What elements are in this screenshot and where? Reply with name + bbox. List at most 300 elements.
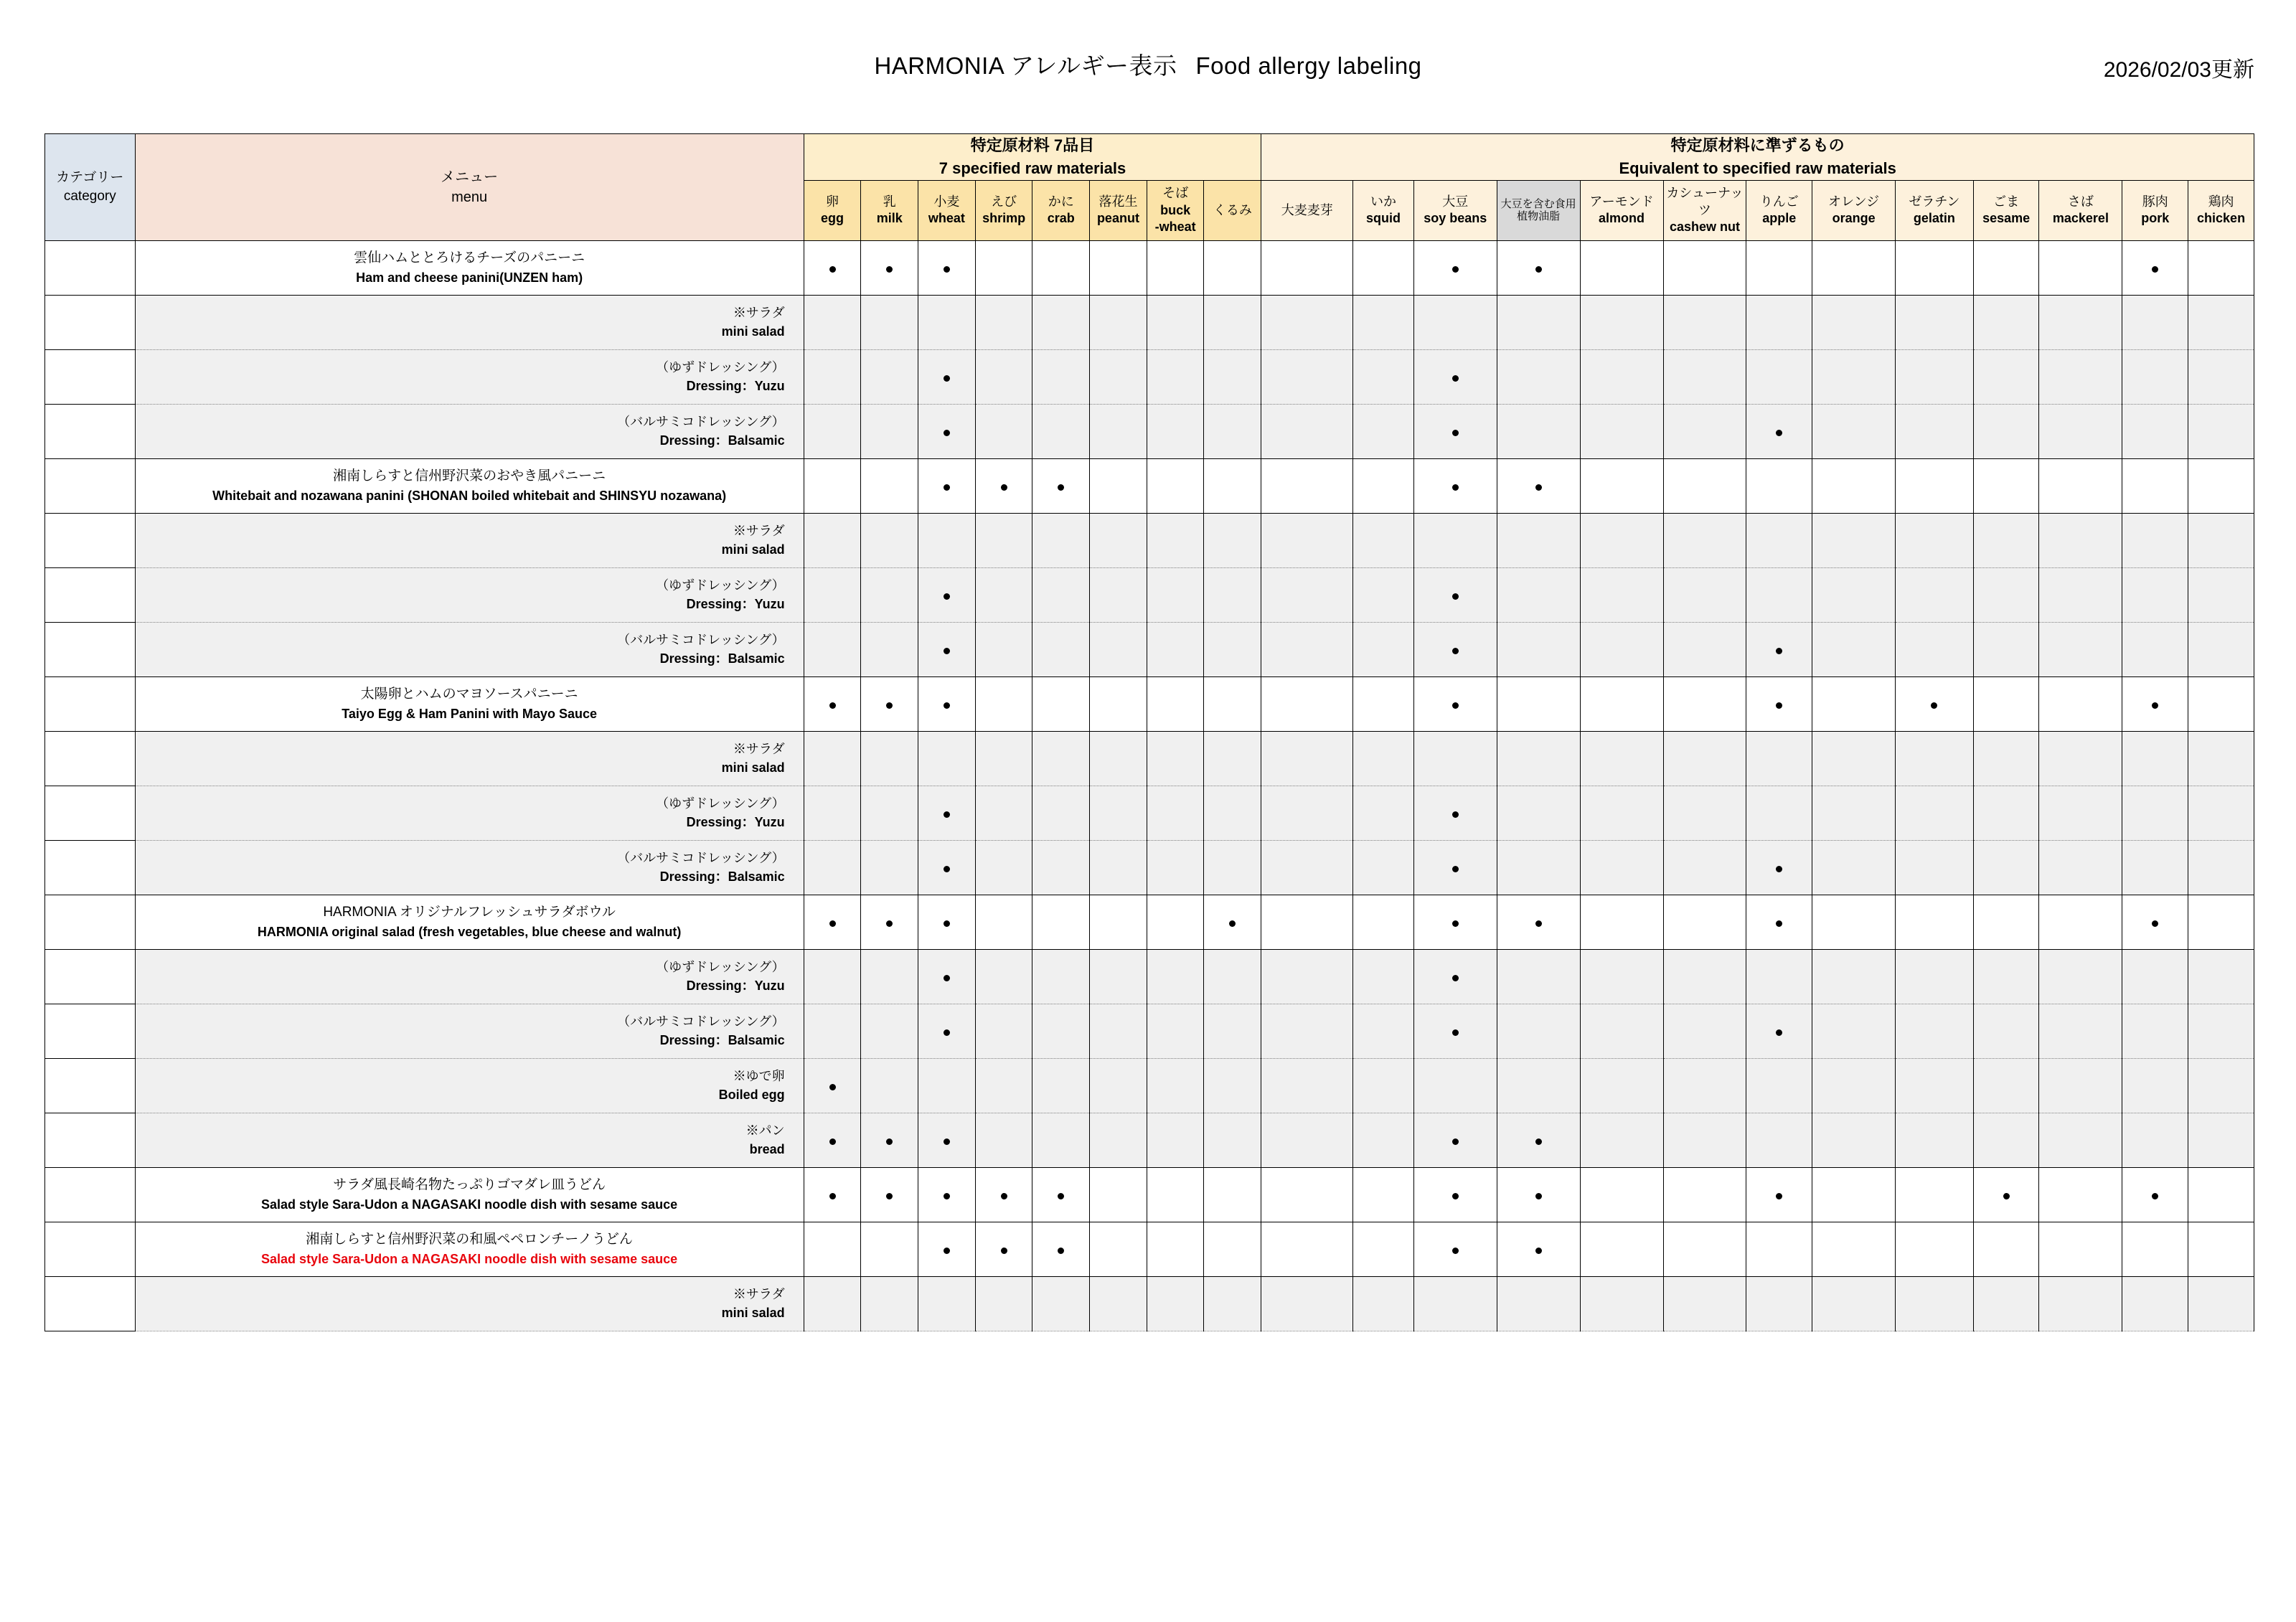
allergen-present-dot (1452, 1138, 1459, 1145)
allergen-present-dot (1452, 484, 1459, 491)
allergen-mark-cell (918, 349, 976, 404)
allergen-mark-cell (1090, 295, 1147, 349)
allergen-mark-cell (1353, 895, 1414, 949)
allergen-present-dot (1452, 593, 1459, 600)
allergen-mark-cell (804, 622, 861, 676)
allergen-label-jp: そば (1162, 186, 1189, 201)
allergen-mark-cell (1663, 840, 1746, 895)
allergen-mark-cell (1497, 786, 1580, 840)
table-row (45, 295, 2254, 349)
allergen-mark-cell (1261, 349, 1353, 404)
allergen-mark-cell (2039, 513, 2122, 567)
allergen-mark-cell (1746, 1167, 1812, 1222)
allergen-mark-cell (2039, 458, 2122, 513)
allergen-mark-cell (1147, 895, 1204, 949)
allergen-mark-cell (861, 786, 918, 840)
allergen-mark-cell (1353, 676, 1414, 731)
allergen-mark-cell (1497, 622, 1580, 676)
menu-name-jp: ※サラダ (733, 1287, 785, 1302)
allergen-mark-cell (2039, 1222, 2122, 1276)
allergen-mark-cell (1032, 458, 1090, 513)
allergen-mark-cell (1812, 1004, 1896, 1058)
row-category-cell (45, 1167, 136, 1222)
allergen-mark-cell (804, 567, 861, 622)
allergen-mark-cell (1261, 1276, 1353, 1331)
allergen-mark-cell (804, 731, 861, 786)
allergen-mark-cell (1353, 786, 1414, 840)
allergen-mark-cell (1812, 513, 1896, 567)
menu-item-name (135, 240, 804, 295)
allergen-label-jp: くるみ (1213, 202, 1252, 217)
row-category-cell (45, 676, 136, 731)
allergen-mark-cell (1032, 404, 1090, 458)
allergen-mark-cell (918, 295, 976, 349)
allergen-present-dot (1535, 484, 1542, 491)
allergen-mark-cell (1663, 1222, 1746, 1276)
table-row (45, 349, 2254, 404)
allergen-mark-cell (1973, 295, 2039, 349)
allergen-mark-cell (1090, 1222, 1147, 1276)
table-row (45, 895, 2254, 949)
allergen-present-dot (886, 1193, 893, 1199)
allergen-mark-cell (975, 1004, 1032, 1058)
allergen-mark-cell (1353, 731, 1414, 786)
allergen-mark-cell (804, 1222, 861, 1276)
allergen-present-dot (886, 266, 893, 273)
header-category-en: category (63, 188, 116, 204)
allergen-mark-cell (1746, 1058, 1812, 1113)
allergen-mark-cell (1147, 1058, 1204, 1113)
allergen-mark-cell (1261, 240, 1353, 295)
row-category-cell (45, 1058, 136, 1113)
allergen-mark-cell (1663, 1167, 1746, 1222)
allergen-mark-cell (1353, 295, 1414, 349)
allergen-mark-cell (1090, 349, 1147, 404)
allergen-mark-cell (1147, 840, 1204, 895)
allergen-mark-cell (1032, 1222, 1090, 1276)
allergen-mark-cell (1032, 731, 1090, 786)
allergen-label-en: soy beans (1424, 211, 1487, 226)
allergen-mark-cell (1812, 567, 1896, 622)
header-category (45, 134, 136, 241)
allergen-mark-cell (1032, 676, 1090, 731)
menu-name-en: Whitebait and nozawana panini (SHONAN boiled whitebait and SHINSYU nozawana) (212, 489, 727, 503)
allergen-mark-cell (1032, 840, 1090, 895)
allergen-label-jp: 大麦麦芽 (1281, 202, 1333, 217)
allergen-mark-cell (1261, 1004, 1353, 1058)
allergen-mark-cell (1261, 458, 1353, 513)
menu-name-en: mini salad (721, 324, 785, 339)
allergen-mark-cell (1812, 895, 1896, 949)
allergen-mark-cell (1204, 295, 1261, 349)
allergen-mark-cell (1032, 949, 1090, 1004)
menu-name-en: Dressing：Yuzu (686, 815, 785, 830)
allergen-mark-cell (1147, 240, 1204, 295)
allergen-mark-cell (1353, 567, 1414, 622)
allergen-mark-cell (918, 786, 976, 840)
allergen-mark-cell (1896, 349, 1974, 404)
menu-name-en: Salad style Sara-Udon a NAGASAKI noodle dish with sesame sauce (261, 1197, 678, 1212)
allergen-mark-cell (1261, 1167, 1353, 1222)
table-row (45, 240, 2254, 295)
allergen-mark-cell (861, 1113, 918, 1167)
allergen-mark-cell (1032, 622, 1090, 676)
allergen-present-dot (1535, 920, 1542, 927)
allergen-mark-cell (1261, 567, 1353, 622)
allergen-mark-cell (804, 458, 861, 513)
allergen-mark-cell (2188, 1222, 2254, 1276)
header-equivalent-en: Equivalent to specified raw materials (1619, 159, 1896, 177)
menu-name-jp: ※パン (745, 1123, 785, 1138)
allergen-present-dot (944, 484, 950, 491)
allergen-mark-cell (1413, 676, 1497, 731)
row-category-cell (45, 1004, 136, 1058)
allergen-mark-cell (1413, 1167, 1497, 1222)
allergen-mark-cell (2039, 295, 2122, 349)
allergen-mark-cell (1261, 1058, 1353, 1113)
allergen-mark-cell (861, 1058, 918, 1113)
allergen-mark-cell (2039, 1004, 2122, 1058)
allergen-mark-cell (1973, 567, 2039, 622)
allergen-mark-cell (1580, 458, 1663, 513)
allergen-label-jp: 大豆 (1442, 194, 1469, 209)
allergen-mark-cell (1261, 895, 1353, 949)
row-category-cell (45, 949, 136, 1004)
allergen-mark-cell (1497, 949, 1580, 1004)
allergen-mark-cell (1896, 1167, 1974, 1222)
allergen-mark-cell (1663, 676, 1746, 731)
allergen-mark-cell (1032, 1167, 1090, 1222)
allergen-mark-cell (1896, 622, 1974, 676)
allergen-mark-cell (1413, 295, 1497, 349)
allergen-mark-cell (1812, 1276, 1896, 1331)
header-allergen-equivalent-12 (2188, 180, 2254, 240)
allergen-mark-cell (804, 295, 861, 349)
table-row (45, 786, 2254, 840)
allergen-present-dot (1452, 266, 1459, 273)
allergen-mark-cell (1663, 349, 1746, 404)
allergen-mark-cell (2122, 1113, 2188, 1167)
allergen-mark-cell (1497, 513, 1580, 567)
allergen-mark-cell (1746, 513, 1812, 567)
allergen-mark-cell (861, 731, 918, 786)
allergen-mark-cell (1204, 1167, 1261, 1222)
row-category-cell (45, 404, 136, 458)
allergen-mark-cell (1413, 404, 1497, 458)
allergen-mark-cell (975, 676, 1032, 731)
allergen-present-dot (944, 702, 950, 709)
allergen-mark-cell (1090, 458, 1147, 513)
allergen-mark-cell (975, 1167, 1032, 1222)
allergen-mark-cell (2188, 731, 2254, 786)
row-category-cell (45, 840, 136, 895)
allergen-mark-cell (1353, 840, 1414, 895)
menu-sub-item-name (135, 404, 804, 458)
allergen-mark-cell (1497, 1004, 1580, 1058)
allergen-mark-cell (1746, 786, 1812, 840)
header-category-jp: カテゴリー (56, 170, 124, 186)
allergen-mark-cell (1353, 1167, 1414, 1222)
allergen-mark-cell (1896, 786, 1974, 840)
allergen-mark-cell (918, 513, 976, 567)
allergen-mark-cell (1353, 1004, 1414, 1058)
header-allergen-seven-2 (918, 180, 976, 240)
allergen-present-dot (944, 1193, 950, 1199)
allergen-present-dot (829, 1193, 836, 1199)
allergen-label-en: pork (2141, 211, 2170, 226)
allergen-mark-cell (1204, 513, 1261, 567)
header-equivalent (1261, 134, 2254, 181)
allergen-present-dot (1452, 1193, 1459, 1199)
allergen-mark-cell (1147, 513, 1204, 567)
allergen-mark-cell (918, 1276, 976, 1331)
allergen-present-dot (944, 266, 950, 273)
menu-name-en: mini salad (721, 1306, 785, 1321)
allergen-mark-cell (1090, 567, 1147, 622)
allergen-mark-cell (1147, 1167, 1204, 1222)
allergen-mark-cell (975, 786, 1032, 840)
menu-item-name (135, 895, 804, 949)
allergen-mark-cell (918, 622, 976, 676)
allergy-table-wrap (44, 133, 2254, 1331)
allergen-present-dot (1452, 811, 1459, 818)
allergen-mark-cell (804, 895, 861, 949)
allergen-mark-cell (2039, 404, 2122, 458)
allergen-label-jp: 落花生 (1098, 194, 1138, 209)
allergen-mark-cell (2039, 1276, 2122, 1331)
allergen-label-en: milk (876, 211, 903, 226)
header-seven-specified (804, 134, 1261, 181)
allergen-mark-cell (1812, 1222, 1896, 1276)
header-allergen-equivalent-8 (1896, 180, 1974, 240)
allergen-mark-cell (1413, 513, 1497, 567)
menu-sub-item-name (135, 567, 804, 622)
allergen-present-dot (829, 920, 836, 927)
allergen-mark-cell (1746, 240, 1812, 295)
menu-item-name (135, 1222, 804, 1276)
allergen-present-dot (1229, 920, 1236, 927)
allergen-mark-cell (1413, 895, 1497, 949)
allergen-mark-cell (2039, 1113, 2122, 1167)
menu-name-jp: HARMONIA オリジナルフレッシュサラダボウル (323, 905, 616, 920)
header-allergen-equivalent-9 (1973, 180, 2039, 240)
allergen-mark-cell (861, 949, 918, 1004)
allergen-mark-cell (2039, 786, 2122, 840)
header-allergen-seven-7 (1204, 180, 1261, 240)
allergen-mark-cell (1896, 513, 1974, 567)
allergen-mark-cell (1204, 949, 1261, 1004)
allergen-present-dot (1452, 920, 1459, 927)
allergen-mark-cell (861, 295, 918, 349)
header-allergen-seven-6 (1147, 180, 1204, 240)
allergen-label-en: chicken (2197, 211, 2246, 226)
allergen-mark-cell (975, 949, 1032, 1004)
allergen-mark-cell (1896, 404, 1974, 458)
allergen-mark-cell (918, 840, 976, 895)
allergen-label-jp: さば (2067, 194, 2094, 209)
menu-name-en: mini salad (721, 542, 785, 557)
allergen-mark-cell (1353, 240, 1414, 295)
menu-name-jp: （ゆずドレッシング） (656, 578, 785, 593)
menu-name-en: mini salad (721, 760, 785, 775)
allergen-mark-cell (1147, 622, 1204, 676)
menu-name-en: Dressing：Yuzu (686, 379, 785, 394)
allergen-mark-cell (1032, 1276, 1090, 1331)
allergen-mark-cell (1663, 295, 1746, 349)
allergen-mark-cell (1746, 1222, 1812, 1276)
allergen-mark-cell (1896, 676, 1974, 731)
allergen-mark-cell (2122, 1276, 2188, 1331)
allergen-present-dot (1452, 1248, 1459, 1254)
table-row (45, 458, 2254, 513)
menu-name-en: Boiled egg (718, 1088, 785, 1103)
allergen-mark-cell (975, 349, 1032, 404)
allergen-mark-cell (2188, 567, 2254, 622)
allergen-mark-cell (2122, 458, 2188, 513)
table-row (45, 1113, 2254, 1167)
allergen-label-en: shrimp (982, 211, 1026, 226)
allergen-present-dot (1776, 702, 1782, 709)
allergen-mark-cell (1261, 840, 1353, 895)
allergen-mark-cell (1353, 1058, 1414, 1113)
allergen-mark-cell (1497, 895, 1580, 949)
allergen-mark-cell (1973, 622, 2039, 676)
allergen-present-dot (2152, 1193, 2158, 1199)
allergen-mark-cell (918, 1113, 976, 1167)
allergen-label-en: apple (1762, 211, 1797, 226)
allergen-present-dot (2152, 920, 2158, 927)
allergen-mark-cell (1032, 1058, 1090, 1113)
table-row (45, 840, 2254, 895)
allergen-mark-cell (918, 1222, 976, 1276)
allergen-mark-cell (1032, 295, 1090, 349)
allergen-label-jp: アーモンド (1589, 194, 1654, 209)
allergen-mark-cell (918, 676, 976, 731)
table-row (45, 676, 2254, 731)
allergen-mark-cell (1413, 840, 1497, 895)
allergen-present-dot (829, 1084, 836, 1090)
allergen-mark-cell (1032, 567, 1090, 622)
allergen-mark-cell (1746, 349, 1812, 404)
allergen-present-dot (944, 375, 950, 382)
menu-name-en: Salad style Sara-Udon a NAGASAKI noodle dish with sesame sauce (261, 1252, 678, 1266)
allergen-mark-cell (1663, 1058, 1746, 1113)
allergen-mark-cell (975, 1222, 1032, 1276)
header-allergen-equivalent-11 (2122, 180, 2188, 240)
allergen-mark-cell (804, 1004, 861, 1058)
menu-sub-item-name (135, 1276, 804, 1331)
allergen-mark-cell (1261, 949, 1353, 1004)
allergen-mark-cell (1896, 840, 1974, 895)
allergen-mark-cell (975, 895, 1032, 949)
allergen-mark-cell (804, 1276, 861, 1331)
allergen-mark-cell (2188, 840, 2254, 895)
row-category-cell (45, 295, 136, 349)
allergen-present-dot (1776, 1029, 1782, 1036)
allergen-mark-cell (1204, 622, 1261, 676)
allergen-present-dot (944, 1138, 950, 1145)
allergen-mark-cell (1497, 404, 1580, 458)
allergen-mark-cell (975, 295, 1032, 349)
allergen-mark-cell (861, 240, 918, 295)
page-title (0, 47, 2296, 81)
allergen-present-dot (1452, 375, 1459, 382)
allergen-mark-cell (1580, 895, 1663, 949)
allergen-label-jp: 大豆を含む食用植物油脂 (1500, 198, 1576, 223)
allergen-present-dot (1058, 1193, 1064, 1199)
table-row (45, 1004, 2254, 1058)
table-row (45, 404, 2254, 458)
allergen-mark-cell (1090, 513, 1147, 567)
allergen-mark-cell (2188, 240, 2254, 295)
allergen-mark-cell (1580, 1222, 1663, 1276)
allergen-mark-cell (918, 895, 976, 949)
allergen-mark-cell (1663, 240, 1746, 295)
allergen-mark-cell (1090, 1276, 1147, 1331)
allergen-mark-cell (1413, 567, 1497, 622)
allergen-mark-cell (918, 458, 976, 513)
allergen-present-dot (1535, 266, 1542, 273)
allergen-mark-cell (1413, 1004, 1497, 1058)
allergen-mark-cell (1580, 840, 1663, 895)
menu-sub-item-name (135, 295, 804, 349)
allergen-mark-cell (1090, 676, 1147, 731)
allergen-label-jp: 卵 (826, 194, 839, 209)
page-title-en: Food allergy labeling (1195, 52, 1422, 79)
row-category-cell (45, 1276, 136, 1331)
allergen-mark-cell (2188, 895, 2254, 949)
allergen-label-en: wheat (928, 211, 965, 226)
table-row (45, 513, 2254, 567)
allergen-mark-cell (1580, 1167, 1663, 1222)
allergen-mark-cell (1973, 1058, 2039, 1113)
allergen-mark-cell (861, 458, 918, 513)
allergen-mark-cell (975, 240, 1032, 295)
allergen-mark-cell (2188, 1058, 2254, 1113)
allergy-table (44, 133, 2254, 1331)
header-allergen-equivalent-0 (1261, 180, 1353, 240)
allergen-mark-cell (1413, 949, 1497, 1004)
allergen-present-dot (1058, 484, 1064, 491)
allergen-present-dot (1452, 702, 1459, 709)
allergen-mark-cell (1413, 458, 1497, 513)
allergen-present-dot (1776, 920, 1782, 927)
allergen-label-en: almond (1599, 211, 1645, 226)
menu-item-name (135, 1167, 804, 1222)
allergen-present-dot (1535, 1248, 1542, 1254)
allergen-mark-cell (1973, 1222, 2039, 1276)
allergen-mark-cell (2188, 513, 2254, 567)
allergen-present-dot (1776, 1193, 1782, 1199)
allergen-mark-cell (2122, 295, 2188, 349)
allergen-mark-cell (1812, 840, 1896, 895)
allergen-mark-cell (1973, 1004, 2039, 1058)
allergen-mark-cell (861, 622, 918, 676)
allergen-mark-cell (918, 567, 976, 622)
allergen-mark-cell (1746, 622, 1812, 676)
allergen-mark-cell (1746, 1276, 1812, 1331)
allergen-present-dot (1776, 866, 1782, 872)
allergen-mark-cell (1973, 731, 2039, 786)
row-category-cell (45, 567, 136, 622)
allergen-mark-cell (1353, 1113, 1414, 1167)
allergen-mark-cell (975, 458, 1032, 513)
allergen-mark-cell (1032, 349, 1090, 404)
allergen-mark-cell (1973, 676, 2039, 731)
allergen-mark-cell (804, 786, 861, 840)
allergen-mark-cell (1090, 786, 1147, 840)
allergen-mark-cell (1497, 349, 1580, 404)
